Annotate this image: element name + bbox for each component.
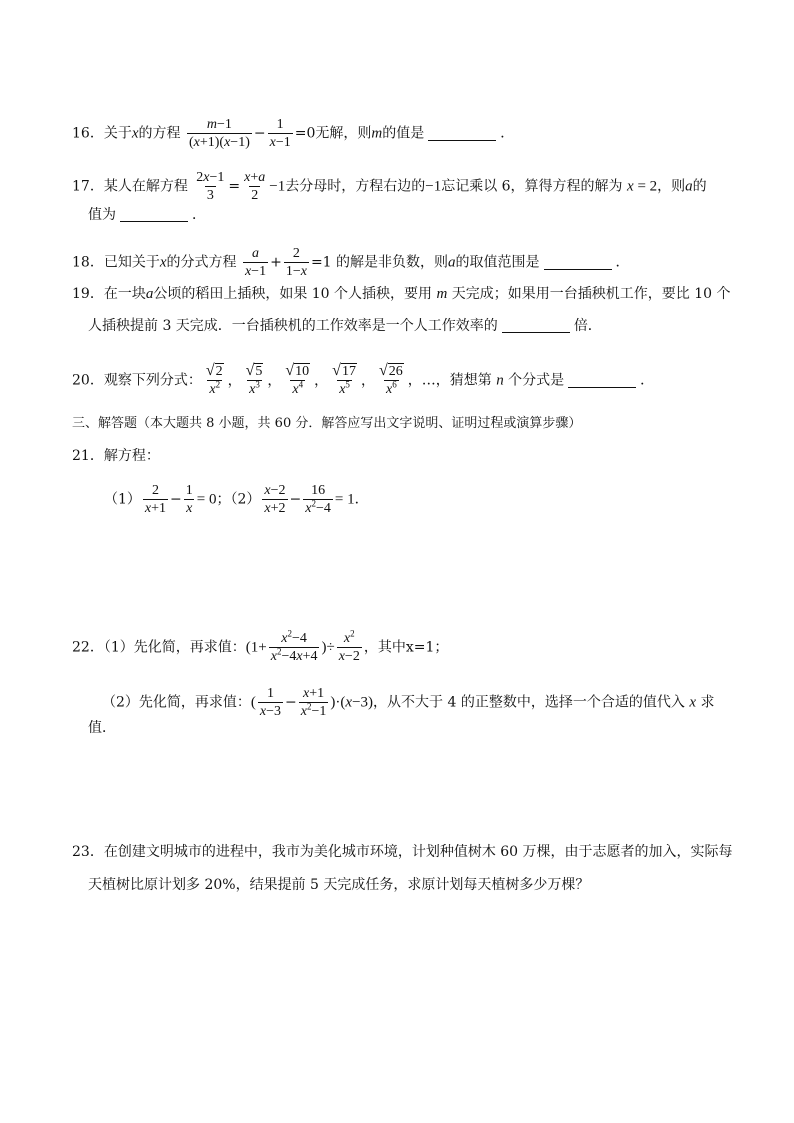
answer-blank[interactable] [544,269,612,270]
question-16: 16．关于x的方程 $\frac{m-1}{(x+1)(x-1)}$ − $\frac{1}{x-1}$ =0无解，则m的值是 ． [72,117,515,150]
fraction: $\frac{x+1}{x^2-1}$ [300,686,327,719]
question-23-cont: 天植树比原计划多 20%，结果提前 5 天完成任务，求原计划每天植树多少万棵？ [88,877,590,893]
fraction: $\frac{a}{x-1}$ [244,246,267,279]
sequence-term: √ 5 $x^3$ [245,362,263,397]
question-23: 23．在创建文明城市的进程中，我市为美化城市环境，计划种值树木 60 万棵，由于志愿者的加入，实际每 [72,844,733,860]
answer-blank[interactable] [502,332,570,333]
question-22-part1: 22．（1）先化简，再求值：(1+ $\frac{x^2-4}{x^2-4x+4}$ )÷ $\frac{x^2}{x-2}$ ，其中x=1； [72,628,449,664]
question-22-cont: 值． [88,720,116,736]
sequence-term: √ 10 $x^4$ [285,362,310,397]
question-19-cont: 人插秧提前 3 天完成．一台插秧机的工作效率是一个人工作效率的 倍． [88,318,602,334]
question-17: 17．某人在解方程 $\frac{2x-1}{3}$ = $\frac{x+a}{2}$ −1去分母时，方程右边的−1忘记乘以 6，算得方程的解为 x = 2，则a的 [72,170,707,203]
fraction: $\frac{1}{x-3}$ [259,686,282,719]
question-18: 18．已知关于x的分式方程 $\frac{a}{x-1}$ + $\frac{2}{1-x}$ =1 的解是非负数，则a的取值范围是 ． [72,246,630,279]
fraction: $\frac{x+a}{2}$ [244,170,266,203]
question-21-equations: （1） $\frac{2}{x+1}$ − $\frac{1}{x}$ = 0；（2） $\frac{x-2}{x+2}$ − $\frac{16}{x^2-4}$ = 1． [104,483,369,516]
question-22-part2: （2）先化简，再求值：( $\frac{1}{x-3}$ − $\frac{x+1}{x^2-1}$ )·(x−3)，从不大于 4 的正整数中，选择一个合适的值代入 x 求 [102,686,715,719]
question-21: 21．解方程： [72,448,160,464]
sequence-terms: √ 2 $x^2$ ， √ 5 $x^3$ ， √ 10 $x^4$ ， √ 17 $x^5$ ， √ 26 $x^6$ [202,373,408,389]
section-heading: 三、解答题（本大题共 8 小题，共 60 分．解答应写出文字说明、证明过程或演算步骤） [72,416,582,431]
sequence-term: √ 17 $x^5$ [332,362,356,397]
sequence-term: √ 2 $x^2$ [205,362,223,397]
question-20: 20．观察下列分式： √ 2 $x^2$ ， √ 5 $x^3$ ， √ 10 $x^4$ ， √ 17 $x^5$ ， √ 26 $x^6$ ，…，猜想第 n 个分式是 ． [72,362,655,397]
fraction: $\frac{1}{x}$ [185,483,193,516]
fraction: $\frac{2x-1}{3}$ [196,170,225,203]
question-19: 19．在一块a公顷的稻田上插秧，如果 10 个人插秧，要用 m 天完成；如果用一台插秧机工作，要比 10 个 [72,286,731,302]
fraction: $\frac{2}{1-x}$ [285,246,307,279]
fraction: $\frac{1}{x-1}$ [269,117,291,150]
fraction: $\frac{x^2}{x-2}$ [338,628,360,664]
fraction: $\frac{x^2-4}{x^2-4x+4}$ [270,628,318,664]
fraction: $\frac{m-1}{(x+1)(x-1)}$ [188,117,250,150]
sequence-term: √ 26 $x^6$ [378,362,403,397]
fraction: $\frac{16}{x^2-4}$ [305,483,331,516]
answer-blank[interactable] [568,387,636,388]
question-17-cont: 值为 ． [88,207,206,223]
fraction: $\frac{2}{x+1}$ [144,483,167,516]
answer-blank[interactable] [120,221,188,222]
answer-blank[interactable] [428,140,496,141]
fraction: $\frac{x-2}{x+2}$ [264,483,286,516]
